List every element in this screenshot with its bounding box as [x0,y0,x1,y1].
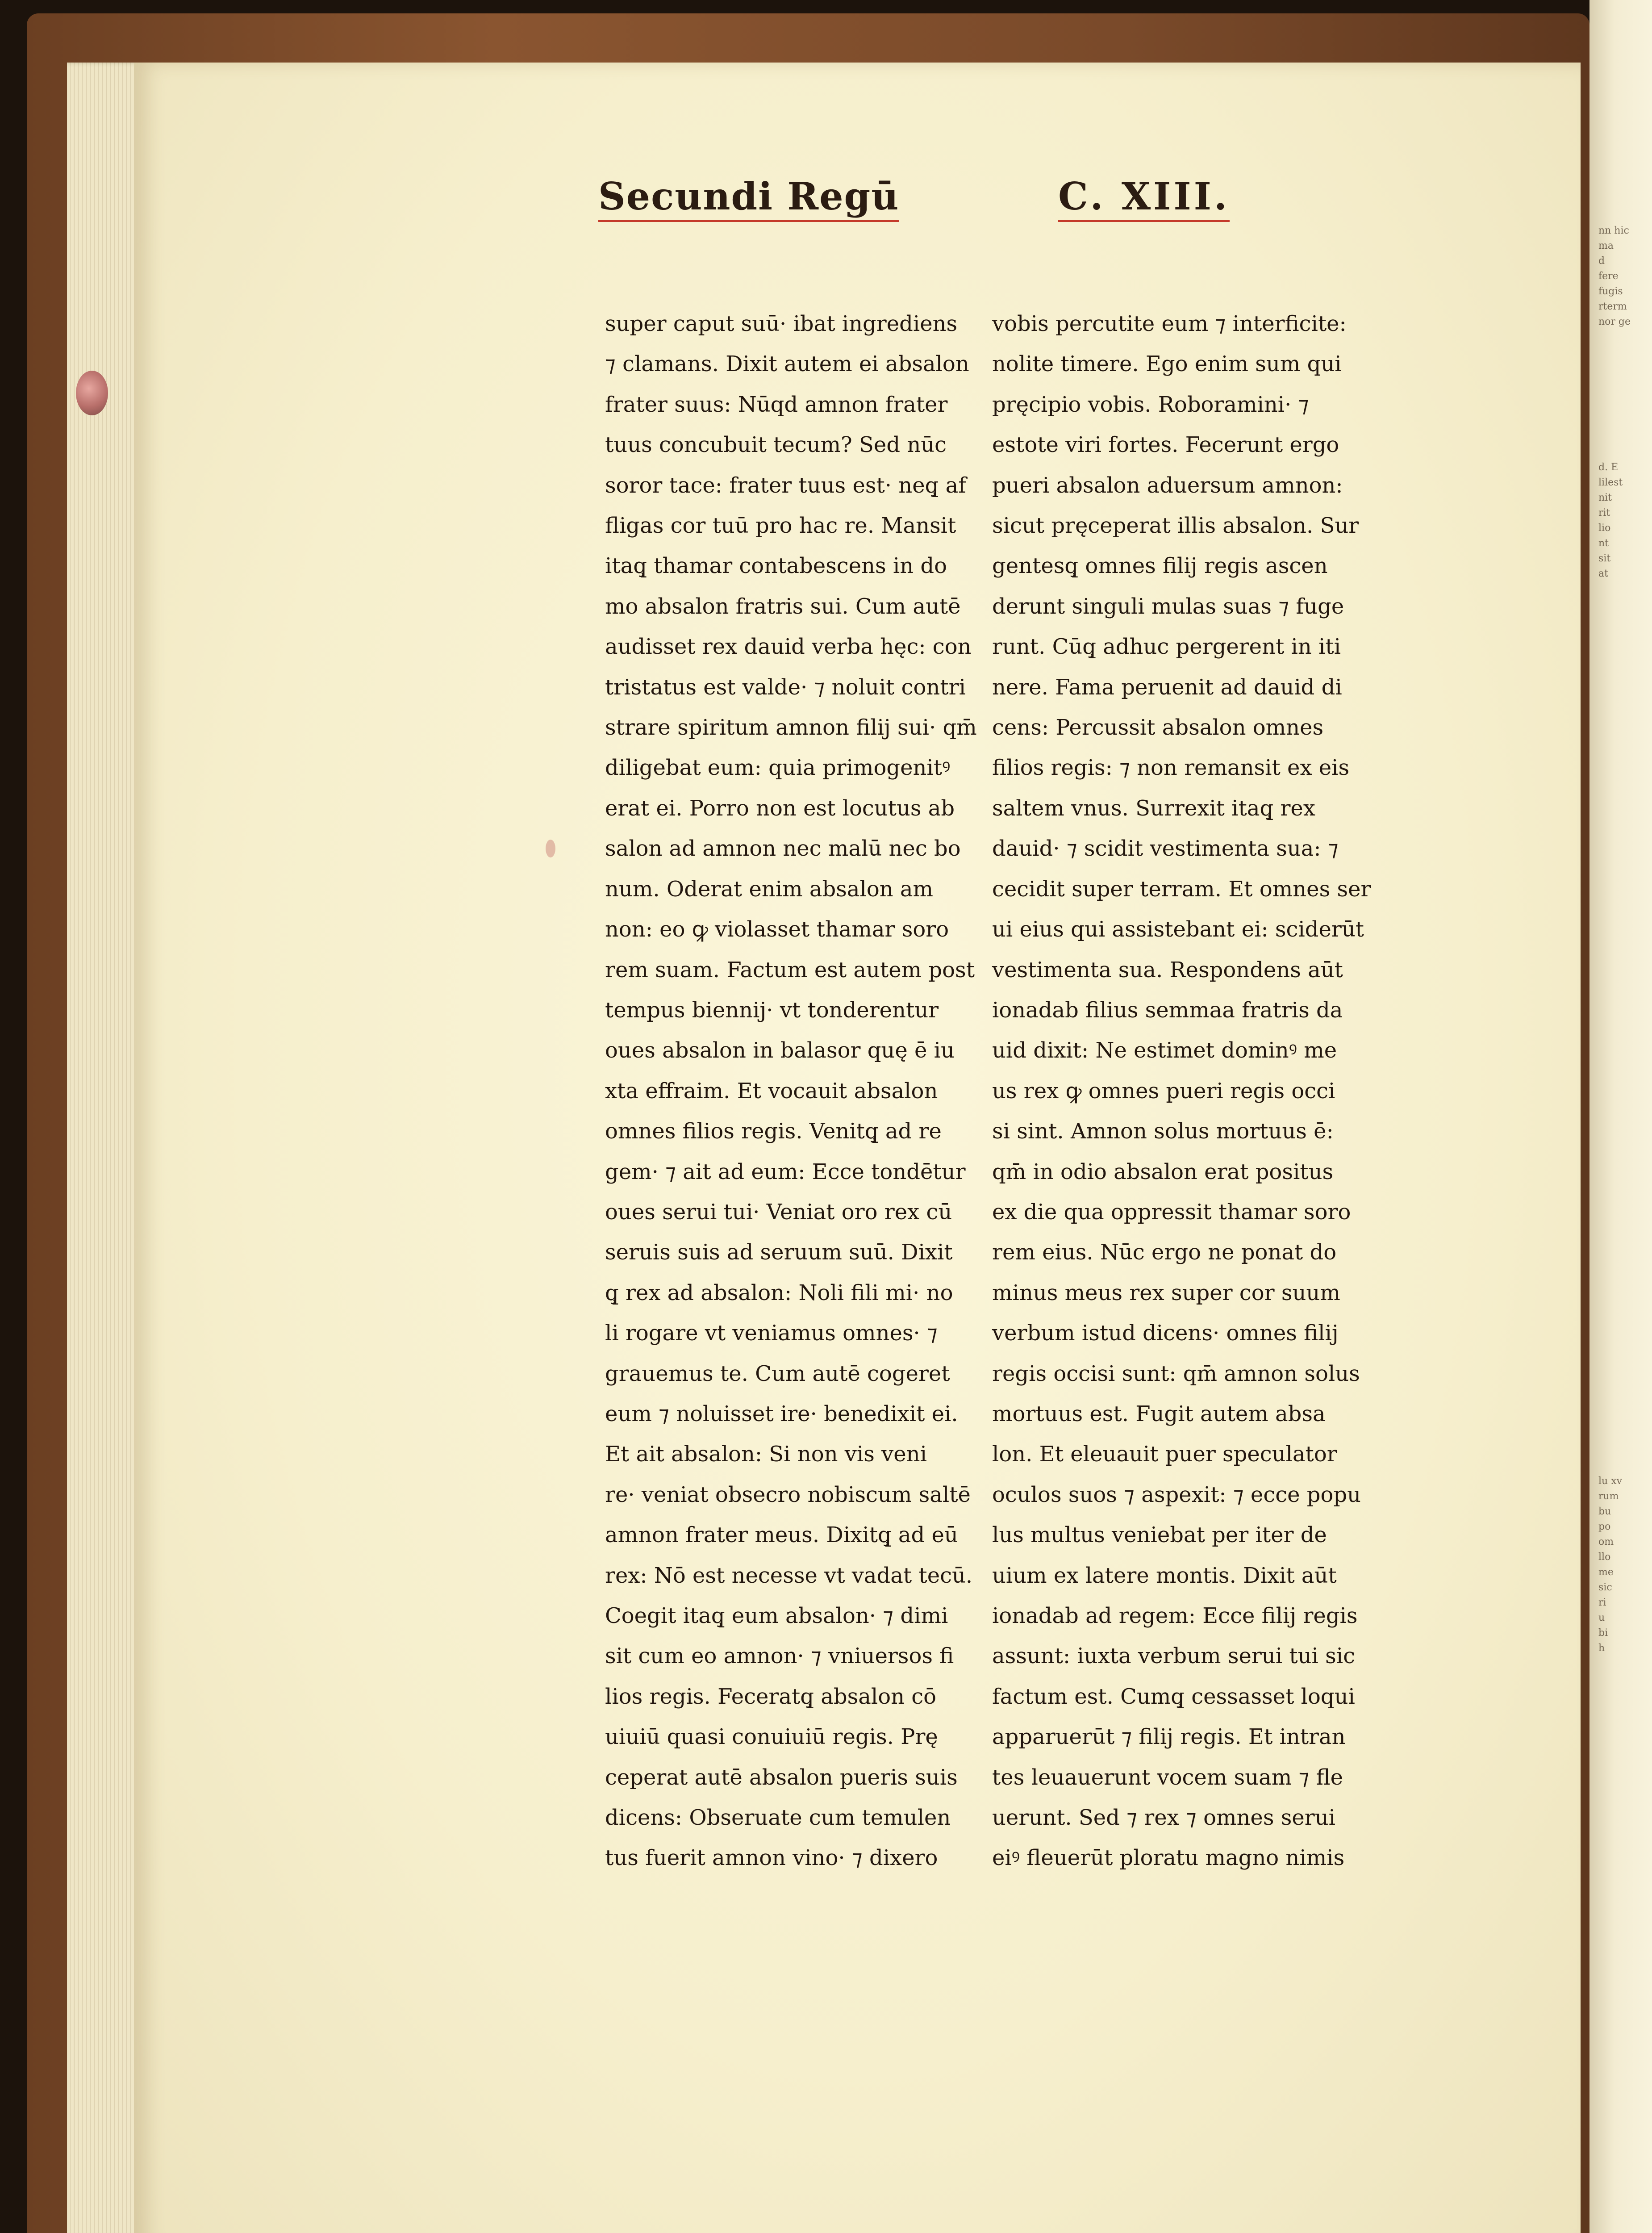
text-line: ui eius qui assistebant ei: sciderūt [992,917,1364,942]
text-line: regis occisi sunt: qm̄ amnon solus [992,1361,1360,1386]
text-line: lus multus veniebat per iter de [992,1522,1327,1548]
chapter-number: C. XIII. [1058,174,1230,222]
text-line: verbum istud dicens· omnes filij [992,1321,1339,1346]
text-line: nolite timere. Ego enim sum qui [992,351,1342,377]
text-line: tes leuauerunt vocem suam ⁊ fle [992,1765,1343,1790]
text-line: cecidit super terram. Et omnes ser [992,876,1371,902]
page-header [594,174,1241,232]
text-line: tempus biennij· vt tonderentur [605,997,939,1023]
running-title: Secundi Regū [598,174,899,222]
text-line: uiuiū quasi conuiuiū regis. Prę [605,1724,938,1750]
text-line: qm̄ in odio absalon erat positus [992,1159,1334,1184]
text-line: itaq̧ thamar contabescens in do [605,553,947,579]
text-line: gem· ⁊ ait ad eum: Ecce tondētur [605,1159,966,1184]
text-line: apparuerūt ⁊ filij regis. Et intran [992,1724,1346,1750]
text-line: us rex ꝙ omnes pueri regis occi [992,1078,1335,1104]
stain-mark [546,840,555,857]
text-line: vobis percutite eum ⁊ interficite: [992,311,1347,336]
text-line: eum ⁊ noluisset ire· benedixit ei. [605,1401,958,1426]
text-line: frater suus: Nūqd amnon frater [605,392,948,417]
text-column-right [992,304,1371,1878]
text-line: gentesq̧ omnes filij regis ascen [992,553,1328,579]
text-line: lios regis. Feceratq̧ absalon cō [605,1684,937,1709]
text-line: estote viri fortes. Fecerunt ergo [992,432,1339,458]
text-line: minus meus rex super cor suum [992,1280,1340,1305]
text-line: tuus concubuit tecum? Sed nūc [605,432,947,458]
text-line: dauid· ⁊ scidit vestimenta sua: ⁊ [992,836,1339,861]
text-line: seruis suis ad seruum suū. Dixit [605,1240,953,1265]
text-line: rem suam. Factum est autem post [605,957,975,983]
facing-page-edge [1589,0,1652,2233]
text-line: pueri absalon aduersum amnon: [992,473,1343,498]
text-line: Coegit itaq̧ eum absalon· ⁊ dimi [605,1603,948,1628]
text-line: tristatus est valde· ⁊ noluit contri [605,674,966,700]
text-line: super caput suū· ibat ingrediens [605,311,958,336]
text-line: runt. Cūq̧ adhuc pergerent in iti [992,634,1341,660]
text-line: diligebat eum: quia primogenitꝰ [605,755,951,781]
text-line: strare spiritum amnon filij sui· qm̄ [605,715,977,740]
text-line: salon ad amnon nec malū nec bo [605,836,961,861]
text-line: oculos suos ⁊ aspexit: ⁊ ecce popu [992,1482,1361,1507]
text-line: factum est. Cumq̧ cessasset loqui [992,1684,1355,1709]
text-line: sit cum eo amnon· ⁊ vniuersos fi [605,1643,954,1669]
text-line: ex die qua oppressit thamar soro [992,1199,1351,1225]
text-line: xta effraim. Et vocauit absalon [605,1078,938,1104]
text-line: dicens: Obseruate cum temulen [605,1805,951,1831]
text-line: ⁊ clamans. Dixit autem ei absalon [605,351,969,377]
text-line: fligas cor tuū pro hac re. Mansit [605,513,956,539]
text-line: soror tace: frater tuus est· neq̧ af [605,473,966,498]
text-line: amnon frater meus. Dixitq̧ ad eū [605,1522,958,1548]
facing-fragment-mid: d. E lilest nit rit lio nt sit at [1598,462,1623,579]
text-line: li rogare vt veniamus omnes· ⁊ [605,1321,938,1346]
text-line: uid dixit: Ne estimet dominꝰ me [992,1038,1337,1063]
clasp-bead [76,371,108,415]
text-line: ionadab filius semmaa fratris da [992,997,1343,1023]
text-line: Et ait absalon: Si non vis veni [605,1442,927,1467]
text-line: vestimenta sua. Respondens aūt [992,957,1343,983]
text-column-left [605,304,977,1878]
text-line: re· veniat obsecro nobiscum saltē [605,1482,971,1507]
text-line: oues absalon in balasor quę ē iu [605,1038,955,1063]
text-line: cens: Percussit absalon omnes [992,715,1324,740]
facing-fragment-top: nn hic ma d fere fugis rterm nor ge [1598,225,1631,327]
text-line: mo absalon fratris sui. Cum autē [605,594,961,619]
text-line: oues serui tui· Veniat oro rex cū [605,1199,952,1225]
text-line: uium ex latere montis. Dixit aūt [992,1563,1337,1588]
text-line: grauemus te. Cum autē cogeret [605,1361,950,1386]
text-line: rex: Nō est necesse vt vadat tecū. [605,1563,973,1588]
facing-fragment-bottom: lu xv rum bu po om llo me sic ri u bi h [1598,1476,1623,1654]
text-line: non: eo ꝙ violasset thamar soro [605,917,949,942]
text-line: erat ei. Porro non est locutus ab [605,795,955,821]
text-line: sicut pręceperat illis absalon. Sur [992,513,1359,539]
text-line: uerunt. Sed ⁊ rex ⁊ omnes serui [992,1805,1335,1831]
text-line: pręcipio vobis. Roboramini· ⁊ [992,392,1309,417]
text-line: lon. Et eleuauit puer speculator [992,1442,1337,1467]
text-line: mortuus est. Fugit autem absa [992,1401,1326,1426]
text-line: ionadab ad regem: Ecce filij regis [992,1603,1358,1628]
text-line: ceperat autē absalon pueris suis [605,1765,958,1790]
text-line: tus fuerit amnon vino· ⁊ dixero [605,1845,938,1871]
text-line: eiꝰ fleuerūt ploratu magno nimis [992,1845,1345,1871]
text-line: assunt: iuxta verbum serui tui sic [992,1643,1355,1669]
text-line: si sint. Amnon solus mortuus ē: [992,1119,1334,1144]
text-line: rem eius. Nūc ergo ne ponat do [992,1240,1337,1265]
text-line: omnes filios regis. Venitq̧ ad re [605,1119,942,1144]
text-line: saltem vnus. Surrexit itaq̧ rex [992,795,1315,821]
text-line: filios regis: ⁊ non remansit ex eis [992,755,1350,781]
text-line: num. Oderat enim absalon am [605,876,934,902]
text-line: audisset rex dauid verba hęc: con [605,634,972,660]
text-line: derunt singuli mulas suas ⁊ fuge [992,594,1344,619]
text-line: nere. Fama peruenit ad dauid di [992,674,1342,700]
text-line: q̧ rex ad absalon: Noli fili mi· no [605,1280,953,1305]
